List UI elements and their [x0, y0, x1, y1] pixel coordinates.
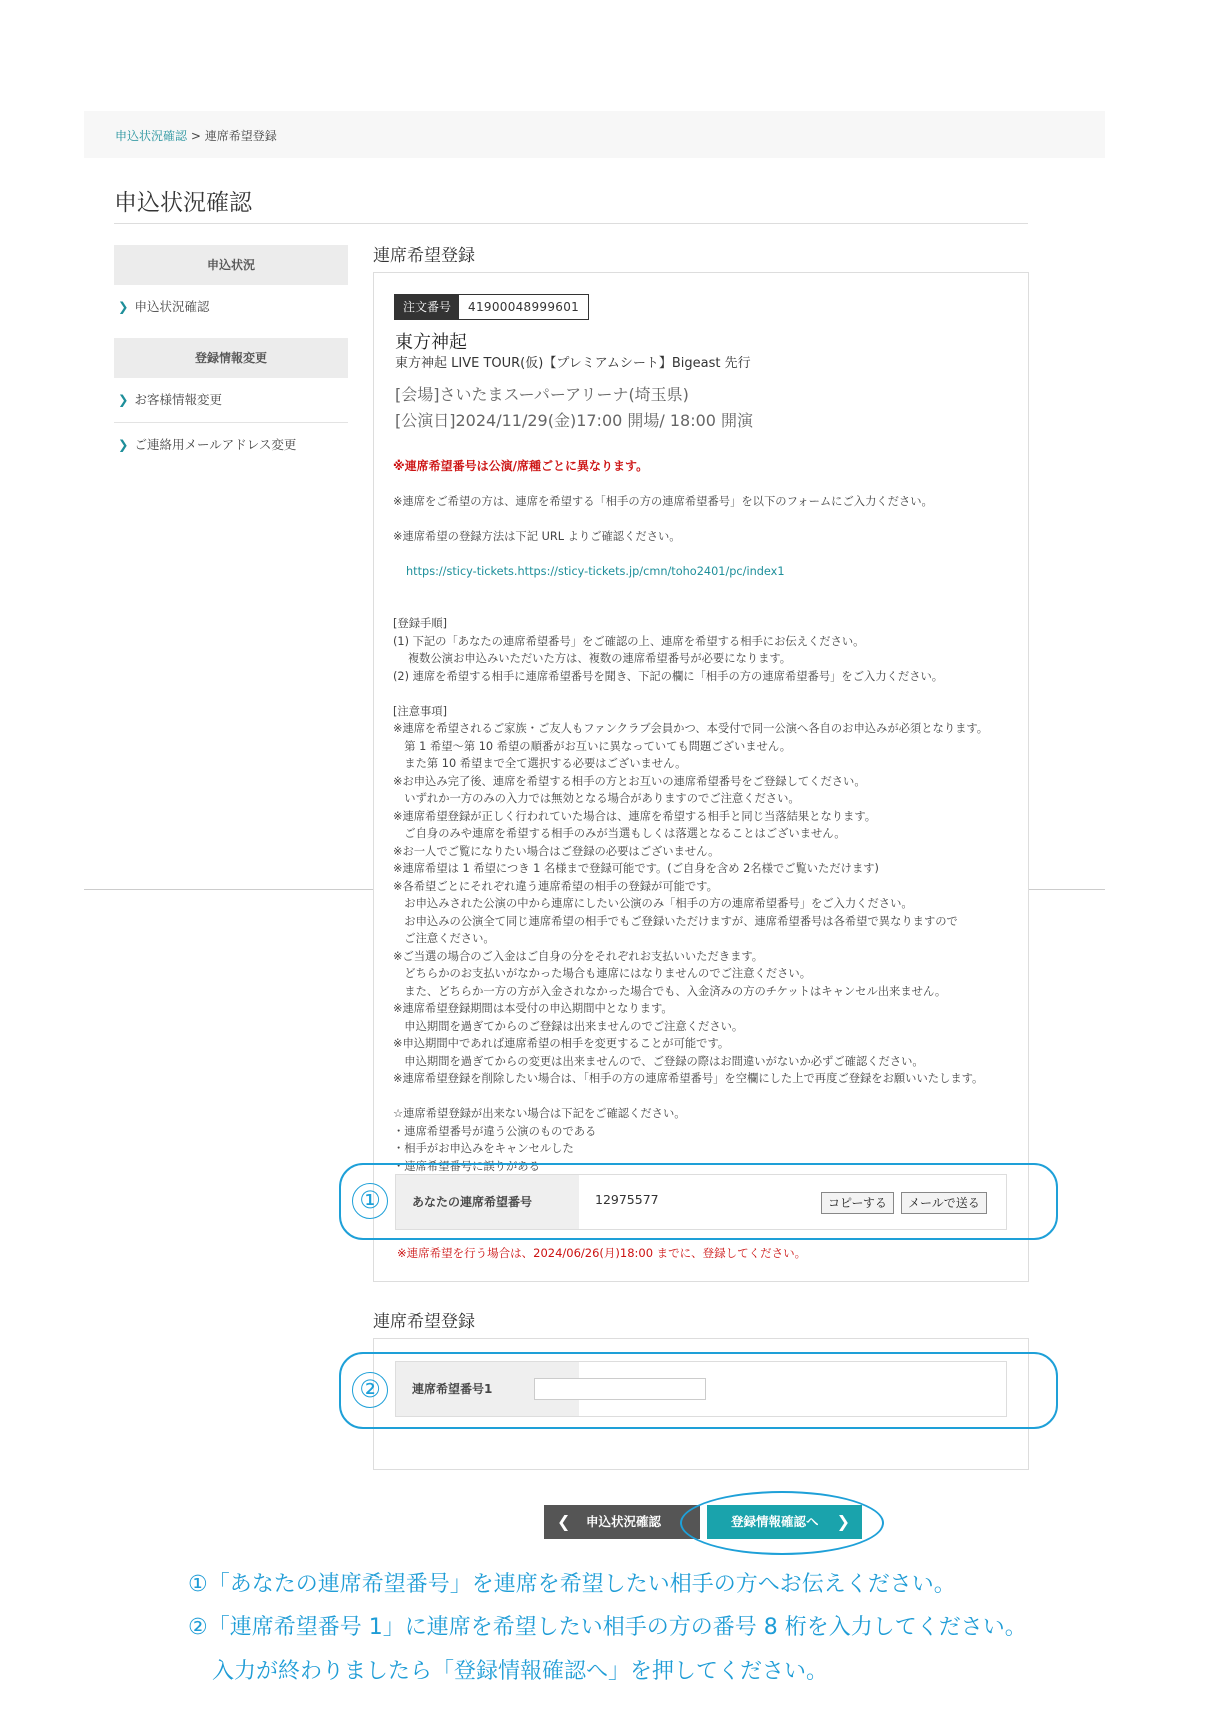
notes-line: 第 1 希望～第 10 希望の順番がお互いに異なっていても問題ございません。 [393, 739, 792, 753]
notes-line: ※連席希望の登録方法は下記 URL よりご確認ください。 [393, 529, 681, 543]
order-number-tag [394, 294, 589, 320]
event-name: 東方神起 LIVE TOUR(仮)【プレミアムシート】Bigeast 先行 [395, 356, 751, 371]
notes-line: どちらかのお支払いがなかった場合も連席にはなりませんのでご注意ください。 [393, 967, 811, 980]
copy-button[interactable]: コピーする [821, 1192, 894, 1214]
notes-line: また、どちらか一方の方が入金されなかった場合でも、入金済みの方のチケットはキャンセル出来ません。 [393, 984, 947, 998]
notes-line: 申込期間を過ぎてからのご登録は出来ませんのでご注意ください。 [393, 1019, 744, 1033]
notes-line: ※連席希望登録を削除したい場合は、「相手の方の連席希望番号」を空欄にした上で再度ご登録をお願いいたします。 [393, 1072, 984, 1085]
notes-line: ※連席を希望されるご家族・ご友人もファンクラブ会員かつ、本受付で同一公演へ各自のお申込みが必須となります。 [393, 722, 989, 735]
chevron-right-icon: ❯ [118, 299, 129, 314]
notes-line: いずれか一方のみの入力では無効となる場合がありますのでご注意ください。 [393, 792, 800, 805]
sidebar-item-customer-info[interactable] [118, 390, 222, 408]
notes-line: ※連席希望登録が正しく行われていた場合は、連席を希望する相手と同じ当落結果となります。 [393, 809, 877, 823]
chevron-right-icon: ❯ [118, 437, 129, 452]
send-mail-button[interactable]: メールで送る [901, 1192, 987, 1214]
section-title-order: 連席希望登録 [373, 246, 475, 266]
sidebar-item-label: ご連絡用メールアドレス変更 [134, 437, 297, 452]
notes-line: お申込みされた公演の中から連席にしたい公演のみ「相手の方の連席希望番号」をご入力ください。 [393, 897, 913, 910]
breadcrumb [115, 127, 277, 144]
notes-line: (1) 下記の「あなたの連席希望番号」をご確認の上、連席を希望する相手にお伝えください。 [393, 634, 865, 648]
notes-list [393, 598, 1033, 1176]
notes-line: ※連席希望は 1 希望につき 1 名様まで登録可能です。(ご自身を含め 2名様でご覧いただけます) [393, 862, 879, 875]
notes-line: ※申込期間中であれば連席希望の相手を変更することが可能です。 [393, 1037, 730, 1050]
instruction-1: ①「あなたの連席希望番号」を連席を希望したい相手の方へお伝えください。 [188, 1572, 956, 1597]
notes-block [393, 440, 1033, 1193]
notes-line: ・連席希望番号が違う公演のものである [393, 1124, 597, 1138]
notes-line: ご自身のみや連席を希望する相手のみが当選もしくは落選となることはございません。 [393, 827, 846, 840]
sidebar-heading-status: 申込状況 [114, 245, 348, 285]
seat-number-1-label: 連席希望番号1 [396, 1362, 579, 1416]
order-number-value: 41900048999601 [468, 300, 580, 314]
notes-line: ・連席希望番号に誤りがある [393, 1159, 540, 1173]
artist-name: 東方神起 [395, 332, 467, 353]
sidebar-divider [114, 422, 348, 423]
notes-line: ※お一人でご覧になりたい場合はご登録の必要はございません。 [393, 844, 720, 858]
notes-line [393, 1088, 1033, 1106]
instruction-2: ②「連席希望番号 1」に連席を希望したい相手の方の番号 8 桁を入力してください。 [188, 1615, 1027, 1640]
notes-line: [登録手順] [393, 617, 448, 630]
performance-date: [公演日]2024/11/29(金)17:00 開場/ 18:00 開演 [395, 411, 754, 430]
notes-line: (2) 連席を希望する相手に連席希望番号を聞き、下記の欄に「相手の方の連席希望番号」をご入力ください。 [393, 669, 944, 683]
notes-line: また第 10 希望まで全て選択する必要はございません。 [393, 757, 687, 770]
guide-url-link[interactable]: https://sticy-tickets.https://sticy-tickets.jp/cmn/toho2401/pc/index1 [406, 564, 785, 578]
notes-line [393, 685, 1033, 703]
notes-line: ご注意ください。 [393, 932, 495, 945]
page-title: 申込状況確認 [114, 190, 252, 216]
sidebar-item-label: 申込状況確認 [134, 299, 210, 314]
back-to-status-button[interactable] [544, 1505, 700, 1539]
instruction-3: 入力が終わりましたら「登録情報確認へ」を押してください。 [212, 1659, 829, 1684]
sidebar-item-label: お客様情報変更 [134, 392, 222, 407]
notes-line [393, 598, 1033, 616]
sidebar-item-status-check[interactable] [118, 297, 210, 315]
back-button-label: 申込状況確認 [586, 1514, 662, 1529]
sidebar-item-email-change[interactable] [118, 435, 296, 453]
chevron-right-icon: ❯ [836, 1512, 850, 1531]
notes-line: [注意事項] [393, 704, 448, 718]
seat-number-warning: ※連席希望番号は公演/席種ごとに異なります。 [393, 458, 649, 473]
notes-line: 複数公演お申込みいただいた方は、複数の連席希望番号が必要になります。 [393, 652, 792, 665]
next-button-label: 登録情報確認へ [731, 1514, 819, 1529]
title-divider [114, 223, 1028, 224]
sidebar-heading-registration: 登録情報変更 [114, 338, 348, 378]
my-seat-number-label: あなたの連席希望番号 [396, 1175, 579, 1229]
breadcrumb-bar [84, 111, 1105, 158]
notes-line: 申込期間を過ぎてからの変更は出来ませんので、ご登録の際はお間違いがないか必ずご確認ください。 [393, 1054, 924, 1068]
background-divider-right [1027, 889, 1105, 890]
notes-line: ※連席をご希望の方は、連席を希望する「相手の方の連席希望番号」を以下のフォームにご入力ください。 [393, 494, 933, 508]
venue-text: [会場]さいたまスーパーアリーナ(埼玉県) [395, 385, 689, 404]
notes-line: ・相手がお申込みをキャンセルした [393, 1142, 574, 1155]
notes-line: ※お申込み完了後、連席を希望する相手の方とお互いの連席希望番号をご登録してください。 [393, 774, 866, 788]
chevron-left-icon: ❮ [557, 1512, 571, 1531]
breadcrumb-current: 連席希望登録 [204, 129, 277, 143]
my-seat-number-value: 12975577 [595, 1192, 659, 1207]
notes-line: ※連席希望登録期間は本受付の申込期間中となります。 [393, 1002, 673, 1015]
notes-line: お申込みの公演全て同じ連席希望の相手でもご登録いただけますが、連席希望番号は各希望で異なりますので [393, 914, 958, 928]
chevron-right-icon: ❯ [118, 392, 129, 407]
annotation-marker-1: ① [352, 1183, 388, 1219]
background-divider-left [84, 889, 373, 890]
annotation-marker-2: ② [352, 1372, 388, 1408]
annotation-frame-2 [339, 1352, 1058, 1429]
notes-line: ☆連席希望登録が出来ない場合は下記をご確認ください。 [393, 1107, 686, 1120]
breadcrumb-separator: > [190, 129, 201, 143]
annotation-frame-1 [339, 1163, 1058, 1240]
annotation-oval-next [680, 1491, 884, 1555]
notes-line: ※各希望ごとにそれぞれ違う連席希望の相手の登録が可能です。 [393, 879, 718, 893]
section-title-register: 連席希望登録 [373, 1312, 475, 1332]
breadcrumb-link-status[interactable]: 申込状況確認 [115, 129, 188, 143]
registration-deadline: ※連席希望を行う場合は、2024/06/26(月)18:00 までに、登録してください。 [397, 1246, 807, 1260]
order-number-label: 注文番号 [395, 295, 459, 319]
notes-line: ※ご当選の場合のご入金はご自身の分をそれぞれお支払いいただきます。 [393, 949, 764, 963]
